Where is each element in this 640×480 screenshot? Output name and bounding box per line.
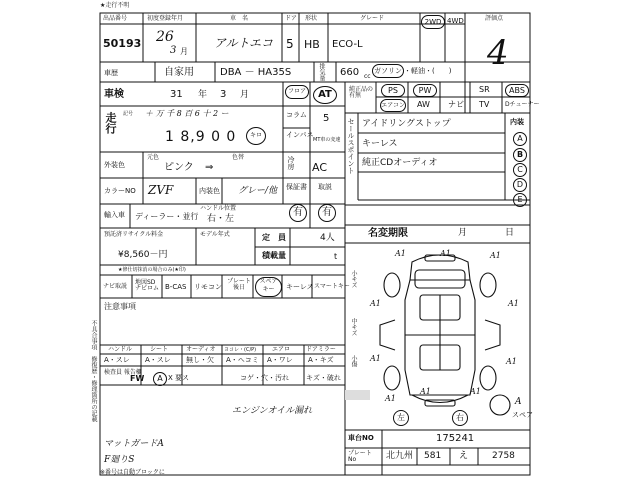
ac-value: AC [312,161,328,174]
reg-month: 3 [170,45,177,56]
manual-label: 取説 [318,183,332,191]
opt-dtuner: Dチューナー [505,101,540,108]
damage-mark-5: A1 [370,354,381,363]
score-label: 評価点 [485,15,504,22]
interior-grade-b: B [513,148,527,162]
import-dealer: ディーラー・並行 [135,212,199,221]
int-hdr-handle: ハンドル [108,346,133,353]
opt-aircon: エアコン [380,99,406,112]
int-r1-c5: A・ワレ [267,356,293,364]
ac-label: 冷房 [287,156,295,170]
opt-aw: AW [417,100,430,109]
int-hdr-seat: シート [150,346,169,353]
selling-point-1: アイドリングストップ [362,119,451,129]
int-hdr-audio: オーディオ [186,346,216,353]
damage-mark-7: A1 [385,394,396,403]
std-label: 純正品の有無 [349,86,374,99]
damage-mark-4: A1 [508,299,519,308]
equip-remote: リモコン [194,283,222,291]
right-side-mark: 右 [452,410,468,426]
load-label: 積載量 [262,251,286,260]
model-code: DBA － HA35S [220,67,292,78]
doors-value: 5 [286,37,294,51]
lot-number: 50193 [103,37,142,50]
colorcode-value: ZVF [148,183,174,197]
reg-month-unit: 月 [180,47,188,56]
grade-label: グレード [360,15,385,22]
int-r1-c3: 無し・欠 [186,356,214,364]
load-unit: t [334,252,338,261]
spare-mark: A [515,397,522,407]
name-change-label: 名変期限 [368,228,408,239]
equip-map-sd: 地図SD ナビロム [135,279,160,292]
plate-kana: え [459,451,469,461]
shaken-year: 31 [170,89,183,100]
manual-value: 有 [318,204,336,222]
gear-mt-label: MT車の変速 [313,137,341,143]
displacement-value: 660 [340,67,360,78]
equip-bcas: B-CAS [165,283,187,291]
displacement-label: 排気量 [318,63,325,81]
plate-number: 2758 [492,451,515,461]
original-color-label: 元色 [147,154,160,161]
equip-navi-manual: ナビ取説 [103,283,128,290]
fuel-gasoline: ガソリン [372,64,404,78]
equip-spare-key: スペア キー [255,277,282,297]
fuel-other: ・軽油・( ) [404,67,452,75]
equip-smart-key: スマートキー [314,283,350,290]
capacity-label: 定 員 [262,233,286,242]
name-change-day: 日 [505,228,515,238]
selling-points-label: セールスポイント [347,118,355,174]
notes-handwritten: エンジンオイル漏れ [232,406,313,416]
damage-mark-8: A1 [470,387,481,396]
shaken-label: 車検 [104,89,124,100]
mileage-unit: キロ [246,127,266,145]
int-hdr-cp: ヨコレ・(C/P) [224,347,257,353]
mileage-note-label: 記号 [123,111,134,117]
drive-2wd: 2WD [421,15,445,29]
int-r3-label: 検査員 報告欄 [104,369,142,376]
damage-mark-3: A1 [370,299,381,308]
int-r3-x: X 要ス [168,374,190,382]
mileage-value: 1 8,9 0 0 [165,129,237,145]
notes-handwritten-3: F廻りS [104,455,135,465]
opt-pw: PW [413,84,437,97]
cc-unit: cc [364,73,371,80]
interior-grade-a: A [513,132,527,146]
opt-navi: ナビ [448,100,464,109]
reg-year: 26 [156,29,174,45]
plate-label: プレート No [348,450,372,463]
int-r3-a: A [153,372,167,386]
car-name-label: 車 名 [230,15,249,22]
exterior-color-label: 外装色 [104,161,125,169]
side-note: ★走行不明 [100,2,130,9]
interior-grade-d: D [513,178,527,192]
interior-color-label: 内装色 [199,187,220,195]
doors-label: ドア [285,15,297,22]
opt-tv: TV [479,100,490,109]
original-color-value: ピンク [164,162,194,173]
shape-value: HB [304,38,320,51]
recycle-value: ¥8,560－円 [118,250,168,260]
notes-handwritten-2: マットガードA [104,439,164,449]
int-r3-fw: FW [130,374,145,383]
capacity-value: 4人 [320,233,335,243]
color-arrow: ⇒ [205,162,214,173]
spare-label: スペア [512,411,533,419]
recycle-label: 預託済リサイクル料金 [104,231,164,238]
usage-label: 車歴 [104,69,118,77]
warranty-value: 有 [289,204,307,222]
opt-sr: SR [479,85,490,94]
handle-value: 右・左 [207,214,235,224]
notes-side-label: 不具合事項 修復歴・修理箇所の記載 [90,320,97,422]
interior-grade-e: E [513,193,527,207]
selling-point-3: 純正CDオーディオ [362,158,438,168]
score-value: 4 [487,33,509,73]
selling-point-2: キーレス [362,139,398,149]
opt-ps: PS [381,84,405,97]
int-r1-c2: A・スレ [145,356,171,364]
gear-inpane: インパネ [286,131,314,139]
shaken-month-unit: 月 [240,90,250,100]
import-label: 輸入車 [104,211,125,219]
gear-at: AT [313,86,337,104]
reg-label: 初度登録年月 [147,15,184,22]
gear-column: コラム [286,111,307,119]
gear-floor: フロア [285,85,309,99]
equip-plate-later: プレート 後日 [227,278,251,291]
equip-keyless: キーレス [286,283,314,291]
mileage-note: ＋ 万 千 8 百 6 十 2 ー [145,109,229,118]
footer-note: ※番号は自動ブロックに [100,469,165,476]
interior-grade-label: 内装 [510,118,524,126]
legend-small-scratch: 小キズ [350,270,357,288]
mileage-label: 走行 [104,112,117,134]
model-year-label: モデル年式 [200,231,230,238]
shaken-month: 3 [220,89,227,100]
handle-label: ハンドル位置 [200,205,237,212]
color-change-label: 色替 [232,154,245,161]
shape-label: 形状 [305,15,318,22]
chassis-value: 175241 [436,433,475,444]
lot-label: 出品番号 [103,15,128,22]
drive-4wd: 4WD [447,17,464,25]
plate-area: 北九州 [386,451,414,461]
notes-label: 注意事項 [104,302,136,311]
int-r3-tear: キズ・破れ [306,374,341,382]
car-name: アルトエコ [214,36,274,50]
recycle-note: ★修仕切抹消の場合のみ(★印) [118,267,186,273]
damage-mark-6: A1 [506,357,517,366]
chassis-label: 車台NO [348,434,374,442]
colorcode-label: カラーNO [104,187,136,195]
damage-mark-2: A1 [490,251,501,260]
grade-value: ECO-L [332,39,363,50]
warranty-label: 保証書 [286,183,307,191]
int-hdr-aero: エアロ [272,346,291,353]
int-r1-c1: A・スレ [104,356,130,364]
int-r1-c4: A・ヘコミ [226,356,259,364]
interior-grade-c: C [513,163,527,177]
left-side-mark: 左 [393,410,409,426]
usage-value: 自家用 [164,67,194,78]
damage-mark-1: A1 [395,249,406,258]
damage-mark-10: A1 [440,249,451,258]
int-r3-stain: コゲ・穴・汚れ [240,374,289,382]
shaken-year-unit: 年 [198,90,208,100]
opt-abs: ABS [505,84,529,97]
plate-class: 581 [424,451,442,461]
legend-small-dent: 小傷 [350,355,357,367]
name-change-month: 月 [458,228,468,238]
int-r1-c6: A・キズ [308,356,334,364]
gear-mt-value: 5 [323,113,330,124]
int-hdr-mirror: ドアミラー [306,346,336,353]
damage-mark-9: A1 [420,387,431,396]
interior-color-value: グレー/他 [238,186,278,196]
legend-mid-scratch: 中キズ [350,318,357,336]
